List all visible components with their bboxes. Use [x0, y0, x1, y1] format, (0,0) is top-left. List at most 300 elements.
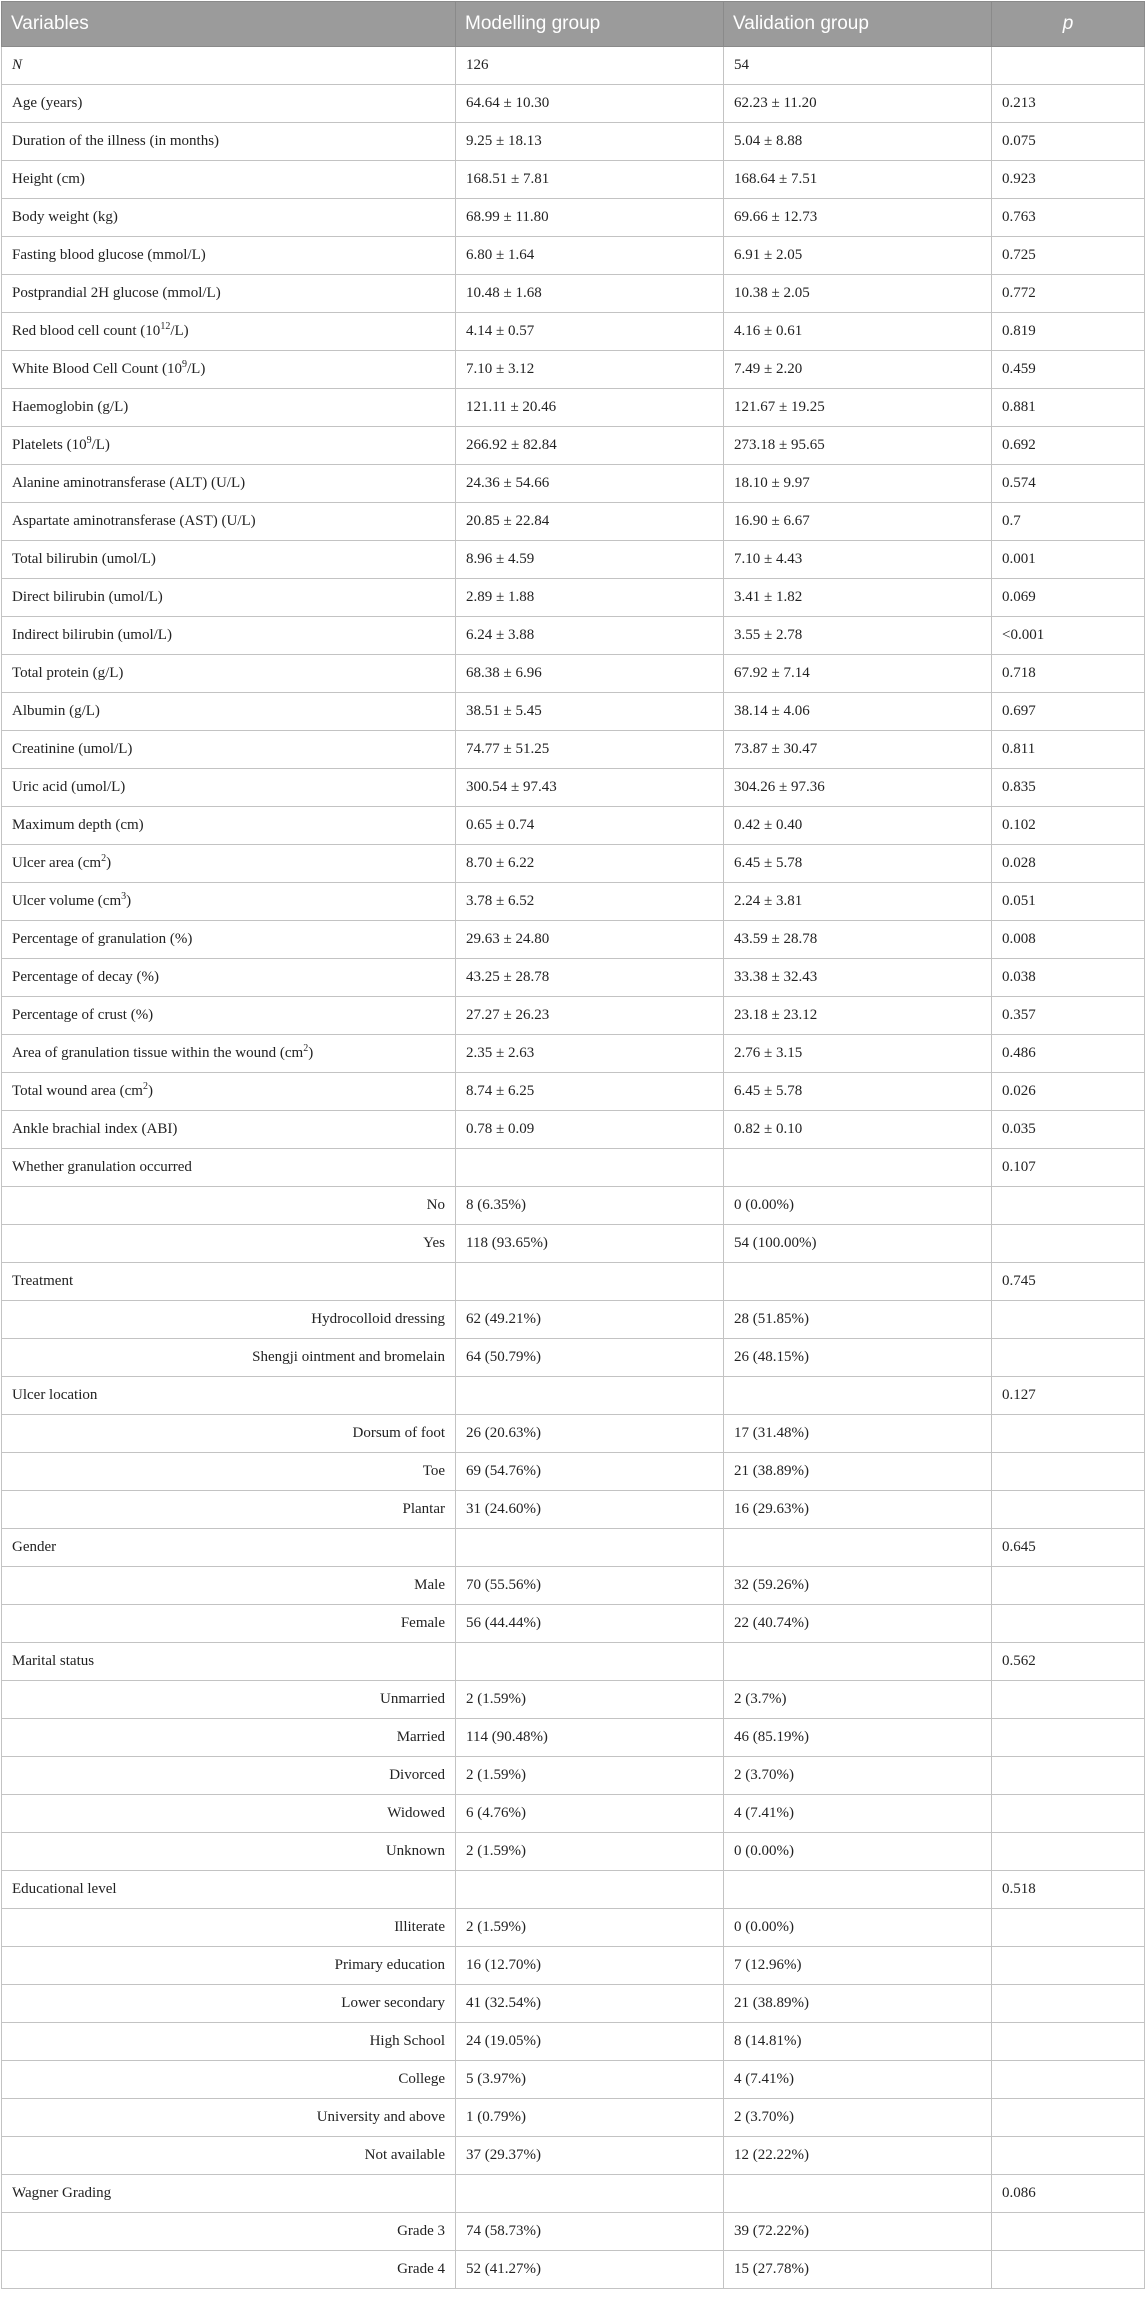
p-value: 0.028 — [992, 845, 1145, 883]
variable-label — [2, 465, 456, 503]
variable-label-text: Married — [396, 1729, 445, 1745]
table-row — [2, 1757, 1145, 1795]
variable-label — [2, 237, 456, 275]
variable-label-suffix: ) — [147, 1083, 153, 1099]
p-value — [992, 2023, 1145, 2061]
validation-group-value: 4 (7.41%) — [724, 1795, 992, 1833]
validation-group-value: 39 (72.22%) — [724, 2213, 992, 2251]
modelling-group-value: 8 (6.35%) — [456, 1187, 724, 1225]
modelling-group-value — [456, 1643, 724, 1681]
table-row — [2, 1833, 1145, 1871]
variable-label-text: Marital status — [12, 1653, 95, 1669]
p-value: 0.923 — [992, 161, 1145, 199]
p-value: 0.107 — [992, 1149, 1145, 1187]
validation-group-value: 21 (38.89%) — [724, 1453, 992, 1491]
validation-group-value: 15 (27.78%) — [724, 2251, 992, 2289]
p-value: 0.725 — [992, 237, 1145, 275]
validation-group-value: 67.92 ± 7.14 — [724, 655, 992, 693]
validation-group-value: 12 (22.22%) — [724, 2137, 992, 2175]
validation-group-value — [724, 1263, 992, 1301]
table-row — [2, 1719, 1145, 1757]
variable-label-text: Total bilirubin (umol/L) — [12, 551, 156, 567]
table-row — [2, 503, 1145, 541]
modelling-group-value: 56 (44.44%) — [456, 1605, 724, 1643]
variable-label-text: Percentage of crust (%) — [12, 1007, 154, 1023]
variable-label-text: Duration of the illness (in months) — [12, 133, 220, 149]
table-row — [2, 1225, 1145, 1263]
p-value — [992, 1339, 1145, 1377]
p-value: 0.459 — [992, 351, 1145, 389]
validation-group-value: 4.16 ± 0.61 — [724, 313, 992, 351]
modelling-group-value — [456, 1871, 724, 1909]
validation-group-value: 8 (14.81%) — [724, 2023, 992, 2061]
p-value: 0.574 — [992, 465, 1145, 503]
modelling-group-value: 2 (1.59%) — [456, 1681, 724, 1719]
table-row — [2, 275, 1145, 313]
variable-label — [2, 2099, 456, 2137]
validation-group-value: 0.42 ± 0.40 — [724, 807, 992, 845]
modelling-group-value: 7.10 ± 3.12 — [456, 351, 724, 389]
variable-label-text: Whether granulation occurred — [12, 1159, 192, 1175]
validation-group-value: 6.45 ± 5.78 — [724, 1073, 992, 1111]
variable-label-text: Percentage of granulation (%) — [12, 931, 193, 947]
table-row — [2, 1149, 1145, 1187]
p-value — [992, 1301, 1145, 1339]
table-row — [2, 465, 1145, 503]
variable-label-suffix: ) — [106, 855, 112, 871]
variable-label — [2, 199, 456, 237]
validation-group-value: 73.87 ± 30.47 — [724, 731, 992, 769]
validation-group-value: 0 (0.00%) — [724, 1909, 992, 1947]
validation-group-value: 2 (3.70%) — [724, 1757, 992, 1795]
variable-label-text: Shengji ointment and bromelain — [252, 1349, 445, 1365]
validation-group-value: 7.10 ± 4.43 — [724, 541, 992, 579]
variable-label — [2, 1757, 456, 1795]
variable-label-text: College — [398, 2071, 445, 2087]
variable-label-text: Plantar — [402, 1501, 445, 1517]
table-row — [2, 769, 1145, 807]
p-value — [992, 47, 1145, 85]
variable-label-text: Illiterate — [394, 1919, 445, 1935]
variable-label-text: Grade 3 — [397, 2223, 445, 2239]
p-value: 0.819 — [992, 313, 1145, 351]
modelling-group-value: 64.64 ± 10.30 — [456, 85, 724, 123]
variable-label — [2, 1643, 456, 1681]
validation-group-value: 28 (51.85%) — [724, 1301, 992, 1339]
variable-label-text: Maximum depth (cm) — [12, 817, 144, 833]
variable-label — [2, 731, 456, 769]
validation-group-value: 168.64 ± 7.51 — [724, 161, 992, 199]
variable-label-text: Hydrocolloid dressing — [311, 1311, 445, 1327]
variable-label-suffix: ) — [308, 1045, 314, 1061]
variable-label-text: N — [12, 57, 23, 73]
p-value — [992, 1225, 1145, 1263]
validation-group-value: 18.10 ± 9.97 — [724, 465, 992, 503]
modelling-group-value: 70 (55.56%) — [456, 1567, 724, 1605]
variable-label — [2, 1377, 456, 1415]
variable-label — [2, 997, 456, 1035]
variable-label — [2, 655, 456, 693]
p-value — [992, 1795, 1145, 1833]
p-value: 0.692 — [992, 427, 1145, 465]
validation-group-value: 0 (0.00%) — [724, 1187, 992, 1225]
variable-label — [2, 693, 456, 731]
p-value: 0.069 — [992, 579, 1145, 617]
table-row — [2, 693, 1145, 731]
modelling-group-value: 6.80 ± 1.64 — [456, 237, 724, 275]
variable-label-suffix: /L) — [170, 323, 189, 339]
p-value: 0.7 — [992, 503, 1145, 541]
p-value — [992, 1491, 1145, 1529]
validation-group-value: 33.38 ± 32.43 — [724, 959, 992, 997]
modelling-group-value: 168.51 ± 7.81 — [456, 161, 724, 199]
variable-label — [2, 1225, 456, 1263]
modelling-group-value — [456, 1149, 724, 1187]
modelling-group-value: 68.99 ± 11.80 — [456, 199, 724, 237]
variable-label — [2, 1985, 456, 2023]
table-row — [2, 845, 1145, 883]
validation-group-value: 2.24 ± 3.81 — [724, 883, 992, 921]
modelling-group-value: 8.96 ± 4.59 — [456, 541, 724, 579]
validation-group-value: 2.76 ± 3.15 — [724, 1035, 992, 1073]
variable-label-text: Dorsum of foot — [352, 1425, 445, 1441]
header-modelling-group: Modelling group — [456, 2, 724, 47]
modelling-group-value: 10.48 ± 1.68 — [456, 275, 724, 313]
modelling-group-value: 31 (24.60%) — [456, 1491, 724, 1529]
variable-label — [2, 1795, 456, 1833]
variable-label-superscript: 12 — [160, 321, 171, 332]
p-value: 0.835 — [992, 769, 1145, 807]
variable-label — [2, 2251, 456, 2289]
variable-label — [2, 1073, 456, 1111]
modelling-group-value: 74 (58.73%) — [456, 2213, 724, 2251]
table-body — [2, 47, 1145, 2289]
modelling-group-value: 300.54 ± 97.43 — [456, 769, 724, 807]
p-value — [992, 1985, 1145, 2023]
modelling-group-value: 26 (20.63%) — [456, 1415, 724, 1453]
variable-label-text: Ankle brachial index (ABI) — [12, 1121, 178, 1137]
variable-label — [2, 2061, 456, 2099]
table-row — [2, 1605, 1145, 1643]
variable-label-suffix: /L) — [187, 361, 206, 377]
p-value: 0.562 — [992, 1643, 1145, 1681]
variable-label — [2, 1909, 456, 1947]
p-value: 0.008 — [992, 921, 1145, 959]
p-value: 0.745 — [992, 1263, 1145, 1301]
modelling-group-value: 69 (54.76%) — [456, 1453, 724, 1491]
p-value — [992, 2061, 1145, 2099]
variable-label — [2, 161, 456, 199]
variable-label-text: No — [426, 1197, 445, 1213]
table-row — [2, 1377, 1145, 1415]
modelling-group-value — [456, 1377, 724, 1415]
table-row — [2, 427, 1145, 465]
variable-label-text: Toe — [422, 1463, 445, 1479]
variable-label-superscript: 2 — [101, 853, 107, 864]
variable-label — [2, 1111, 456, 1149]
variable-label — [2, 807, 456, 845]
table-row — [2, 1909, 1145, 1947]
header-row — [2, 2, 1145, 47]
variable-label-text: Male — [414, 1577, 445, 1593]
table-row — [2, 199, 1145, 237]
modelling-group-value: 3.78 ± 6.52 — [456, 883, 724, 921]
table-row — [2, 389, 1145, 427]
validation-group-value: 6.91 ± 2.05 — [724, 237, 992, 275]
validation-group-value: 23.18 ± 23.12 — [724, 997, 992, 1035]
validation-group-value: 16.90 ± 6.67 — [724, 503, 992, 541]
modelling-group-value — [456, 1529, 724, 1567]
variable-label-text: Yes — [423, 1235, 445, 1251]
table-row — [2, 1035, 1145, 1073]
modelling-group-value: 1 (0.79%) — [456, 2099, 724, 2137]
modelling-group-value: 9.25 ± 18.13 — [456, 123, 724, 161]
variable-label-text: Wagner Grading — [12, 2185, 112, 2201]
validation-group-value: 0 (0.00%) — [724, 1833, 992, 1871]
modelling-group-value: 114 (90.48%) — [456, 1719, 724, 1757]
variable-label — [2, 503, 456, 541]
variable-label-text: Haemoglobin (g/L) — [12, 399, 129, 415]
modelling-group-value: 6.24 ± 3.88 — [456, 617, 724, 655]
table-row — [2, 1643, 1145, 1681]
variable-label — [2, 1149, 456, 1187]
validation-group-value: 0.82 ± 0.10 — [724, 1111, 992, 1149]
variable-label — [2, 389, 456, 427]
variable-label-text: Lower secondary — [341, 1995, 445, 2011]
variable-label-superscript: 9 — [182, 359, 187, 370]
table-row — [2, 2099, 1145, 2137]
variable-label — [2, 1187, 456, 1225]
table-row — [2, 579, 1145, 617]
table-row — [2, 313, 1145, 351]
variable-label — [2, 617, 456, 655]
p-value: 0.127 — [992, 1377, 1145, 1415]
variable-label-text: Platelets (10 — [12, 437, 87, 453]
modelling-group-value: 43.25 ± 28.78 — [456, 959, 724, 997]
p-value — [992, 1605, 1145, 1643]
validation-group-value: 32 (59.26%) — [724, 1567, 992, 1605]
table-row — [2, 1301, 1145, 1339]
validation-group-value — [724, 1377, 992, 1415]
p-value — [992, 1909, 1145, 1947]
modelling-group-value: 4.14 ± 0.57 — [456, 313, 724, 351]
header-validation-group: Validation group — [724, 2, 992, 47]
variable-label-text: Ulcer volume (cm — [12, 893, 122, 909]
modelling-group-value: 37 (29.37%) — [456, 2137, 724, 2175]
table-row — [2, 1111, 1145, 1149]
modelling-group-value: 20.85 ± 22.84 — [456, 503, 724, 541]
p-value — [992, 2213, 1145, 2251]
header-p-value: p — [992, 2, 1145, 47]
table-row — [2, 997, 1145, 1035]
table-row — [2, 1073, 1145, 1111]
variable-label-suffix: ) — [126, 893, 132, 909]
validation-group-value — [724, 1529, 992, 1567]
p-value: 0.102 — [992, 807, 1145, 845]
modelling-group-value: 266.92 ± 82.84 — [456, 427, 724, 465]
table-row — [2, 47, 1145, 85]
p-value — [992, 1415, 1145, 1453]
table-row — [2, 1567, 1145, 1605]
modelling-group-value — [456, 2175, 724, 2213]
variable-label — [2, 1491, 456, 1529]
modelling-group-value: 38.51 ± 5.45 — [456, 693, 724, 731]
modelling-group-value: 41 (32.54%) — [456, 1985, 724, 2023]
table-row — [2, 1795, 1145, 1833]
validation-group-value: 2 (3.7%) — [724, 1681, 992, 1719]
modelling-group-value: 5 (3.97%) — [456, 2061, 724, 2099]
validation-group-value: 304.26 ± 97.36 — [724, 769, 992, 807]
p-value — [992, 2099, 1145, 2137]
variable-label-text: University and above — [316, 2109, 445, 2125]
variable-label-text: Gender — [12, 1539, 57, 1555]
variable-label — [2, 845, 456, 883]
modelling-group-value: 62 (49.21%) — [456, 1301, 724, 1339]
modelling-group-value: 121.11 ± 20.46 — [456, 389, 724, 427]
variable-label-superscript: 9 — [86, 435, 92, 446]
variable-label-suffix: /L) — [91, 437, 110, 453]
validation-group-value — [724, 1871, 992, 1909]
table-row — [2, 2061, 1145, 2099]
variable-label — [2, 123, 456, 161]
validation-group-value: 38.14 ± 4.06 — [724, 693, 992, 731]
modelling-group-value: 74.77 ± 51.25 — [456, 731, 724, 769]
table-row — [2, 655, 1145, 693]
p-value: 0.035 — [992, 1111, 1145, 1149]
variable-label — [2, 351, 456, 389]
validation-group-value: 3.55 ± 2.78 — [724, 617, 992, 655]
table-row — [2, 123, 1145, 161]
variable-label — [2, 1529, 456, 1567]
variable-label — [2, 1833, 456, 1871]
p-value: 0.772 — [992, 275, 1145, 313]
validation-group-value: 21 (38.89%) — [724, 1985, 992, 2023]
table-row — [2, 1187, 1145, 1225]
modelling-group-value: 2.35 ± 2.63 — [456, 1035, 724, 1073]
modelling-group-value: 118 (93.65%) — [456, 1225, 724, 1263]
variable-label-text: Postprandial 2H glucose (mmol/L) — [12, 285, 221, 301]
modelling-group-value: 68.38 ± 6.96 — [456, 655, 724, 693]
variable-label-text: Primary education — [334, 1957, 445, 1973]
p-value — [992, 1833, 1145, 1871]
validation-group-value: 26 (48.15%) — [724, 1339, 992, 1377]
p-value — [992, 1187, 1145, 1225]
variable-label-superscript: 2 — [142, 1081, 148, 1092]
p-value: 0.026 — [992, 1073, 1145, 1111]
variable-label — [2, 541, 456, 579]
variable-label-text: Aspartate aminotransferase (AST) (U/L) — [12, 513, 256, 529]
validation-group-value: 22 (40.74%) — [724, 1605, 992, 1643]
validation-group-value: 17 (31.48%) — [724, 1415, 992, 1453]
modelling-group-value: 0.65 ± 0.74 — [456, 807, 724, 845]
table-row — [2, 1871, 1145, 1909]
variable-label-text: Grade 4 — [397, 2261, 445, 2277]
table-row — [2, 1947, 1145, 1985]
variable-label-text: Percentage of decay (%) — [12, 969, 159, 985]
variable-label-text: Body weight (kg) — [12, 209, 118, 225]
table-row — [2, 161, 1145, 199]
variable-label — [2, 1415, 456, 1453]
modelling-group-value: 126 — [456, 47, 724, 85]
variable-label-text: Treatment — [12, 1273, 74, 1289]
variable-label-text: Widowed — [387, 1805, 445, 1821]
variable-label — [2, 275, 456, 313]
table-row — [2, 541, 1145, 579]
variable-label — [2, 769, 456, 807]
p-value: 0.001 — [992, 541, 1145, 579]
table-row — [2, 1339, 1145, 1377]
variable-label-text: Unknown — [385, 1843, 445, 1859]
variable-label-text: Area of granulation tissue within the wound (cm — [12, 1045, 304, 1061]
validation-group-value — [724, 1149, 992, 1187]
table-row — [2, 921, 1145, 959]
p-value — [992, 1757, 1145, 1795]
table-row — [2, 1985, 1145, 2023]
modelling-group-value: 8.70 ± 6.22 — [456, 845, 724, 883]
variable-label — [2, 2023, 456, 2061]
p-value: <0.001 — [992, 617, 1145, 655]
modelling-group-value: 0.78 ± 0.09 — [456, 1111, 724, 1149]
table-row — [2, 807, 1145, 845]
validation-group-value: 6.45 ± 5.78 — [724, 845, 992, 883]
variable-label-text: High School — [369, 2033, 445, 2049]
variable-label-text: Albumin (g/L) — [12, 703, 100, 719]
validation-group-value: 10.38 ± 2.05 — [724, 275, 992, 313]
p-value — [992, 2137, 1145, 2175]
variable-label — [2, 313, 456, 351]
variable-label-superscript: 3 — [121, 891, 127, 902]
variable-label — [2, 1681, 456, 1719]
p-value — [992, 1567, 1145, 1605]
validation-group-value: 7 (12.96%) — [724, 1947, 992, 1985]
validation-group-value: 46 (85.19%) — [724, 1719, 992, 1757]
table-row — [2, 2251, 1145, 2289]
p-value: 0.486 — [992, 1035, 1145, 1073]
p-value: 0.075 — [992, 123, 1145, 161]
modelling-group-value: 64 (50.79%) — [456, 1339, 724, 1377]
variable-label-text: Uric acid (umol/L) — [12, 779, 126, 795]
validation-group-value: 43.59 ± 28.78 — [724, 921, 992, 959]
p-value: 0.038 — [992, 959, 1145, 997]
variable-label-superscript: 2 — [303, 1043, 309, 1054]
variable-label-text: Divorced — [389, 1767, 445, 1783]
p-value — [992, 1681, 1145, 1719]
table-row — [2, 85, 1145, 123]
variable-label-text: Total wound area (cm — [12, 1083, 143, 1099]
p-value: 0.811 — [992, 731, 1145, 769]
variable-label — [2, 1263, 456, 1301]
table-row — [2, 617, 1145, 655]
p-value: 0.645 — [992, 1529, 1145, 1567]
validation-group-value — [724, 2175, 992, 2213]
modelling-group-value: 8.74 ± 6.25 — [456, 1073, 724, 1111]
variable-label — [2, 579, 456, 617]
table-row — [2, 731, 1145, 769]
validation-group-value: 5.04 ± 8.88 — [724, 123, 992, 161]
validation-group-value: 62.23 ± 11.20 — [724, 85, 992, 123]
variable-label — [2, 1453, 456, 1491]
p-value: 0.518 — [992, 1871, 1145, 1909]
p-value: 0.697 — [992, 693, 1145, 731]
variable-label-text: Ulcer location — [12, 1387, 98, 1403]
validation-group-value: 4 (7.41%) — [724, 2061, 992, 2099]
variable-label — [2, 883, 456, 921]
table-row — [2, 237, 1145, 275]
validation-group-value: 54 (100.00%) — [724, 1225, 992, 1263]
p-value — [992, 1453, 1145, 1491]
modelling-group-value: 16 (12.70%) — [456, 1947, 724, 1985]
table-row — [2, 959, 1145, 997]
